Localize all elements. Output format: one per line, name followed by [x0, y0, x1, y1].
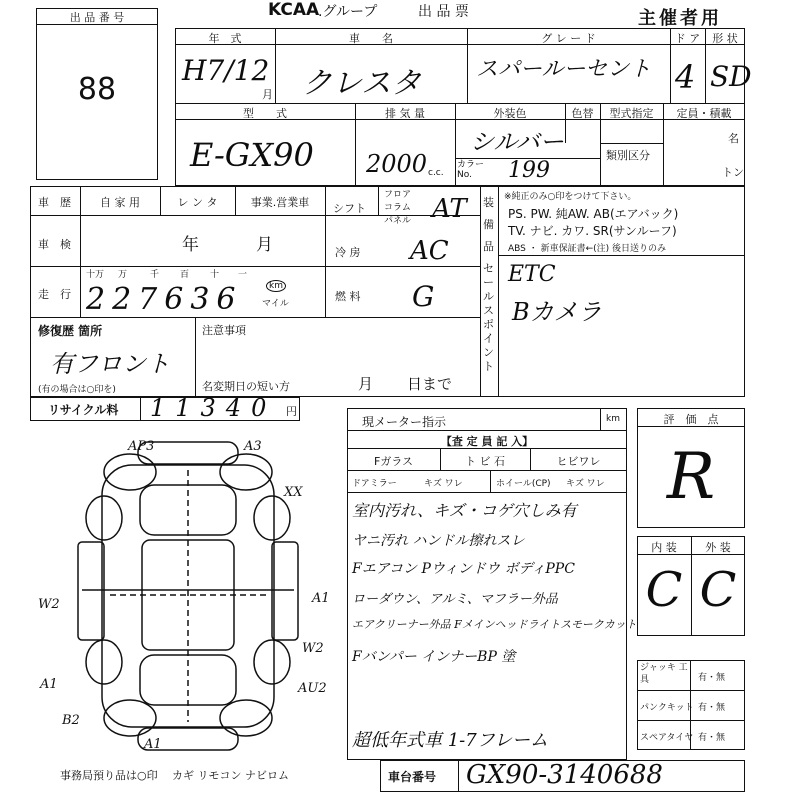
color-number-label: カラー No.: [457, 160, 485, 180]
km-label: km: [266, 280, 286, 292]
diagram-mark-rear-bumper-left: B2: [62, 713, 80, 728]
door-mirror-label: ドアミラー: [352, 479, 397, 489]
history-label: 車 歴: [38, 196, 71, 209]
repair-history-note: (有の場合は○印を): [38, 385, 116, 395]
remark-line-4: ローダウン、アルミ、マフラー外品: [352, 592, 558, 607]
chassis-number-value: GX90-3140688: [466, 760, 663, 790]
shift-option-panel: パネル: [384, 216, 412, 226]
crack-label: ヒビワレ: [556, 455, 601, 468]
model-value: E-GX90: [190, 136, 314, 174]
history-rental-option: レ ン タ: [177, 196, 218, 209]
deadline-day-unit: 日まで: [407, 375, 453, 393]
doors-label: ド ア: [674, 32, 701, 45]
cc-unit: c.c.: [428, 168, 444, 178]
shift-option-column: コラム: [384, 203, 411, 213]
exterior-grade: C: [699, 562, 737, 618]
remark-line-2: ヤニ汚れ ハンドル擦れスレ: [352, 533, 525, 549]
front-glass-label: Fガラス: [374, 455, 413, 468]
digit-label-1k: 千: [150, 270, 160, 280]
type-designation-label: 型式指定: [609, 107, 654, 120]
recycle-fee-value: 11340: [150, 394, 277, 422]
recycle-fee-unit: 円: [286, 405, 297, 418]
jack-tool-label: ジャッキ 工具: [640, 663, 688, 685]
mileage-value: 227636: [86, 282, 243, 317]
grade-value: スパールーセント: [476, 57, 652, 82]
logo: KCAA: [268, 0, 320, 20]
doors-value: 4: [675, 58, 696, 96]
wheel-label: ホイール(CP): [496, 479, 551, 489]
year-value: H7/12: [182, 54, 270, 87]
digit-label-100: 百: [180, 270, 190, 280]
displacement-value: 2000: [366, 150, 428, 178]
remark-line-7: 超低年式車 1-7フレーム: [352, 730, 548, 751]
diagram-mark-right-rear-bumper: AU2: [298, 681, 327, 696]
remark-line-1: 室内汚れ、キズ・コゲ穴しみ有: [352, 501, 577, 520]
digit-label-10: 十: [210, 270, 220, 280]
puncture-kit-label: パンクキット: [640, 703, 694, 713]
spare-tire-label: スペアタイヤ: [640, 733, 694, 743]
remark-line-5: エアクリーナー外品 Fメインヘッドライトスモークカット: [352, 618, 637, 631]
car-body-diagram: [20, 430, 340, 760]
shift-value: AT: [432, 194, 467, 224]
fuel-value: G: [412, 280, 435, 313]
meter-km-unit: km: [606, 414, 620, 424]
office-custody-note: 事務局預り品は○印: [60, 769, 158, 782]
sales-points-side-label: セールスポイント: [483, 262, 494, 373]
shift-option-floor: フロア: [384, 190, 412, 200]
inspector-header: 【査 定 員 記 入】: [440, 435, 534, 448]
inspection-label: 車 検: [38, 238, 71, 251]
name-change-deadline-label: 名変期日の短い方: [202, 380, 290, 393]
current-meter-label: 現メーター指示: [362, 415, 447, 429]
lot-number: 88: [77, 72, 117, 107]
inspection-month-unit: 月: [256, 235, 273, 255]
digit-label-100k: 十万: [86, 270, 105, 280]
car-name-value: クレスタ: [302, 66, 422, 101]
lot-number-label: 出 品 番 号: [69, 11, 125, 24]
displacement-label: 排 気 量: [385, 107, 425, 120]
remark-line-6: Fバンパー インナーBP 塗: [352, 649, 516, 665]
persons-unit: 名: [728, 132, 739, 145]
score-label: 評 価 点: [663, 413, 719, 426]
organizer-use-label: 主催者用: [638, 8, 722, 29]
capacity-label: 定員・積載: [676, 107, 732, 120]
equipment-line-3: ABS ・ 新車保証書←(注) 後日送りのみ: [508, 244, 667, 254]
interior-grade: C: [645, 562, 683, 618]
score-value: R: [666, 440, 716, 514]
sheet-title: 出 品 票: [418, 4, 469, 20]
diagram-mark-front-right: A3: [244, 439, 262, 454]
diagram-mark-right-side: A1: [312, 591, 330, 606]
color-change-label: 色替: [571, 107, 594, 120]
repair-history-value: 有フロント: [50, 350, 170, 378]
notes-label: 注意事項: [202, 324, 246, 337]
group-label: .グループ: [318, 4, 378, 20]
puncture-kit-value: 有・無: [698, 703, 726, 713]
diagram-mark-front-left: AP3: [128, 439, 155, 454]
model-label: 型 式: [243, 107, 287, 120]
category-label: 類別区分: [606, 149, 650, 162]
sales-point-item-1: ETC: [508, 262, 556, 287]
inspection-year-unit: 年: [182, 235, 199, 255]
tons-unit: トン: [722, 166, 744, 179]
grade-label: グ レ ー ド: [541, 32, 596, 45]
chassis-number-label: 車台番号: [388, 770, 437, 784]
color-number-value: 199: [508, 158, 550, 183]
shape-value: SD: [710, 60, 752, 93]
diagram-mark-left-rear: A1: [40, 677, 58, 692]
recycle-fee-label: リサイクル料: [48, 403, 119, 417]
equipment-side-label: 装備品: [483, 196, 494, 253]
equipment-line-2: TV. ナビ. カワ. SR(サンルーフ): [508, 224, 677, 238]
diagram-mark-right-mirror: XX: [284, 485, 303, 500]
ac-value: AC: [410, 236, 449, 266]
digit-label-10k: 万: [118, 270, 128, 280]
mileage-label: 走 行: [38, 288, 71, 301]
diagram-mark-right-rear: W2: [302, 641, 324, 656]
shape-label: 形 状: [712, 32, 738, 45]
car-name-label: 車 名: [349, 32, 393, 45]
digit-label-1: 一: [238, 270, 248, 280]
jack-tool-value: 有・無: [698, 673, 726, 683]
deadline-month-unit: 月: [358, 375, 374, 393]
year-label: 年 式: [208, 32, 242, 45]
keys-remote-navirom: カギ リモコン ナビロム: [172, 769, 289, 782]
equipment-line-1: PS. PW. 純AW. AB(エアバック): [508, 207, 679, 221]
history-business-option: 事業.営業車: [250, 196, 310, 209]
stone-chip-label: ト ビ 石: [465, 455, 505, 468]
diagram-mark-left-side: W2: [38, 597, 60, 612]
sales-point-item-2: Bカメラ: [512, 298, 602, 326]
shift-label: シフト: [333, 202, 366, 215]
equipment-note: ※純正のみ○印をつけて下さい。: [504, 192, 637, 202]
wheel-options: キズ ワレ: [566, 479, 605, 489]
exterior-color-value: シルバー: [470, 128, 564, 156]
mile-label: マイル: [262, 299, 289, 309]
history-private-option: 自 家 用: [100, 196, 140, 209]
diagram-mark-rear-bumper: A1: [144, 737, 162, 752]
remark-line-3: Fエアコン Pウィンドウ ボディPPC: [352, 561, 575, 577]
interior-label: 内 装: [651, 541, 677, 554]
fuel-label: 燃 料: [335, 290, 361, 303]
door-mirror-options: キズ ワレ: [424, 479, 463, 489]
year-month-unit: 月: [262, 88, 273, 101]
exterior-label: 外 装: [705, 541, 731, 554]
repair-history-label: 修復歴 箇所: [38, 324, 103, 338]
ac-label: 冷 房: [335, 246, 361, 259]
exterior-color-label: 外装色: [493, 107, 527, 120]
spare-tire-value: 有・無: [698, 733, 726, 743]
